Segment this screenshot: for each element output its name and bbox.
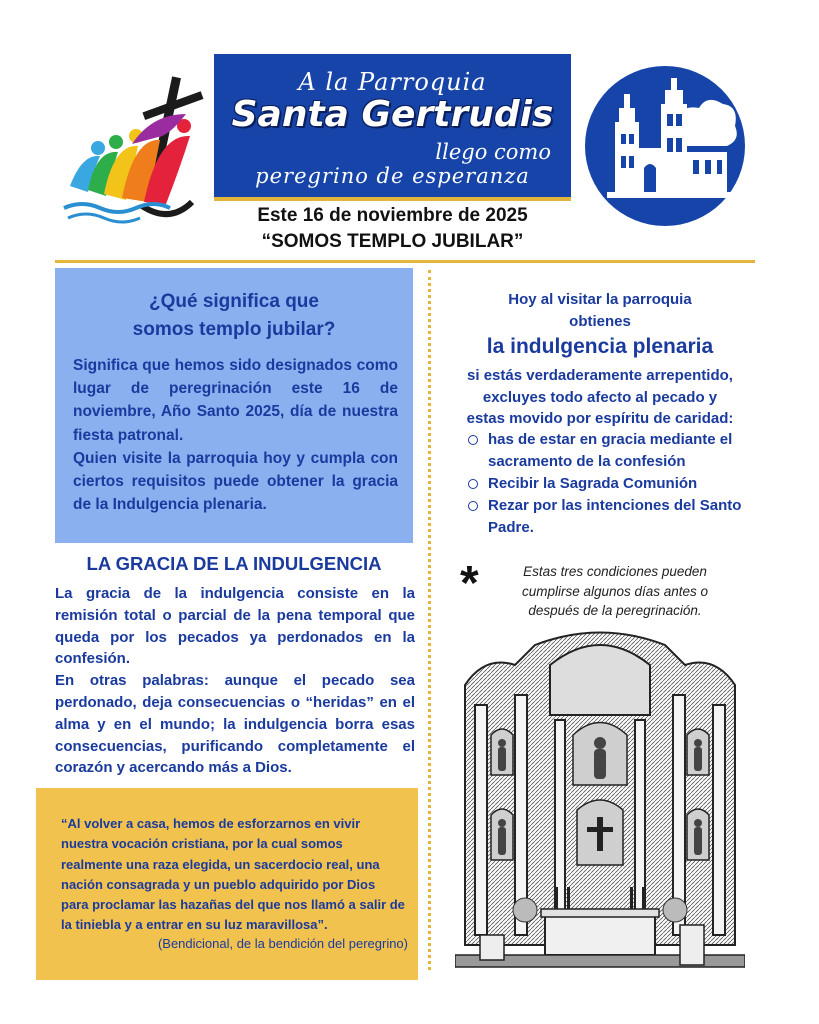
circle-bullet-icon [468, 479, 478, 489]
grace-section-title: LA GRACIA DE LA INDULGENCIA [86, 553, 382, 574]
circle-bullet-icon [468, 435, 478, 445]
header-divider [55, 260, 755, 263]
event-date: Este 16 de noviembre de 2025 [257, 205, 528, 226]
question-title-line-2: somos templo jubilar? [132, 319, 336, 340]
conditions-note: Estas tres condiciones pueden cumplirse algunos días antes o después de la peregrinación. [521, 564, 709, 618]
grace-paragraph-1: La gracia de la indulgencia consiste en la remisión total o parcial de la pena temporal que queda por los pecados ya perdonados en la confesión. [55, 585, 415, 668]
conditions-line-3: estas movido por espíritu de caridad: [466, 410, 734, 427]
quote-box [36, 788, 418, 980]
requirement-text: Recibir la Sagrada Comunión [488, 475, 698, 492]
column-divider [428, 270, 431, 970]
altarpiece-illustration-icon [455, 625, 745, 975]
requirement-text: Rezar por las intenciones del Santo Padre. [488, 497, 742, 536]
jubilee-logo-icon [62, 74, 207, 229]
question-title-line-1: ¿Qué significa que [149, 291, 319, 312]
circle-bullet-icon [468, 501, 478, 511]
grace-section-body [55, 583, 415, 779]
list-item [468, 495, 768, 539]
banner-line-4: peregrino de esperanza [255, 164, 530, 188]
header-banner [214, 54, 571, 197]
quote-source: (Bendicional, de la bendición del peregrino) [157, 936, 408, 951]
banner-underline [214, 197, 571, 201]
banner-parish-name: Santa Gertrudis [231, 94, 554, 135]
asterisk-mark: * [460, 557, 479, 610]
question-box [55, 268, 413, 543]
list-item [468, 429, 768, 473]
requirements-list [468, 429, 768, 539]
indulgence-headline: la indulgencia plenaria [486, 335, 714, 358]
list-item [468, 473, 768, 495]
indulgence-intro-line-1: Hoy al visitar la parroquia [508, 291, 692, 308]
conditions-line-1: si estás verdaderamente arrepentido, [467, 367, 733, 384]
question-answer [73, 354, 398, 516]
indulgence-intro [440, 289, 760, 333]
question-title [55, 288, 413, 344]
question-answer-p2: Quien visite la parroquia hoy y cumpla con ciertos requisitos puede obtener la gracia de la Indulgencia plenaria. [73, 449, 398, 514]
event-motto: “SOMOS TEMPLO JUBILAR” [261, 231, 524, 252]
question-answer-p1: Significa que hemos sido designados como lugar de peregrinación este 16 de noviembre, Año Santo 2025, día de nuestra fiesta patronal. [73, 357, 398, 444]
requirement-text: has de estar en gracia mediante el sacramento de la confesión [488, 431, 733, 470]
indulgence-intro-line-2: obtienes [569, 313, 631, 330]
church-logo-icon [583, 64, 748, 229]
banner-line-3: llego como [435, 140, 551, 164]
grace-paragraph-2: En otras palabras: aunque el pecado sea perdonado, deja consecuencias o “heridas” en el alma y en el mundo; la indulgencia borra esas consecuencias, purificando completamente el corazón y acercando más a Dios. [55, 672, 415, 777]
conditions-line-2: excluyes todo afecto al pecado y [482, 388, 718, 406]
quote-text: “Al volver a casa, hemos de esforzarnos en vivir nuestra vocación cristiana, por la cual somos realmente una raza elegida, un sacerdocio real, una nación consagrada y un pueblo adquirido por Dios para proclamar las hazañas del que nos llamó a salir de la tiniebla y a entrar en su luz maravillosa”. [61, 816, 405, 933]
banner-line-1: A la Parroquia [298, 68, 487, 96]
indulgence-conditions [440, 365, 760, 430]
